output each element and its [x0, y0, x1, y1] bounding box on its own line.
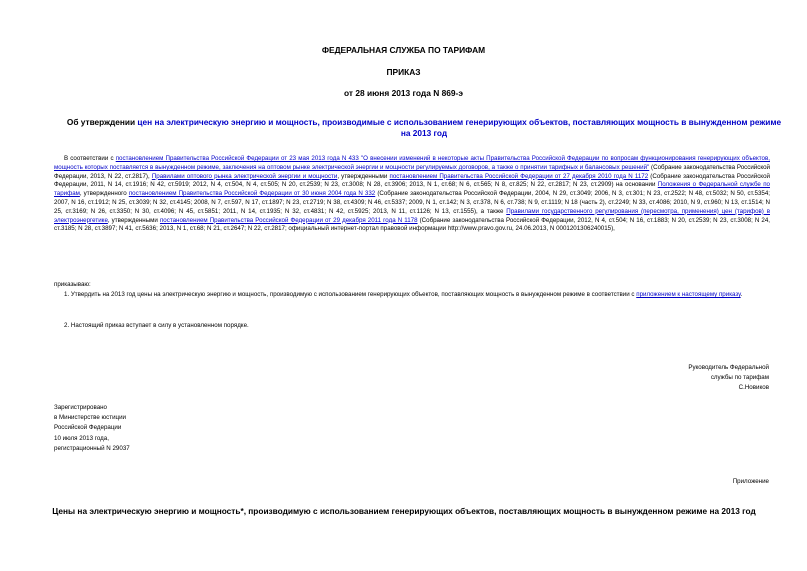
preamble-text: , утвержденными [107, 216, 160, 224]
preamble-text: , утвержденного [79, 190, 129, 198]
order-word: приказываю: [54, 281, 91, 288]
preamble-paragraph [54, 155, 770, 234]
signature-name: С.Новиков [738, 384, 769, 391]
preamble-text: (Собрание законодательства Российской Федерации, 2012, N 4, ст.504; N 16, ст.1883; N 20, ст.2539; N 23, ст.3008; N 24, ст.3185; N 28, ст.3897; N 41, ст.5636; 2013, N 1, ст.68; N 21, ст.2647; N 22, ст.2817; официальный интернет-портал правовой информации http://www.pravo.gov.ru, 24.06.2013, N 0001201306240015), [54, 216, 770, 233]
link-decree-1172[interactable]: постановлением Правительства Российской Федерации от 27 декабря 2010 года N 1172 [389, 172, 649, 180]
link-appendix[interactable]: приложением к настоящему приказу [636, 291, 741, 298]
link-decree-1178[interactable]: постановлением Правительства Российской Федерации от 29 декабря 2011 года N 1178 [159, 216, 418, 224]
link-fst-regulation[interactable]: Положения о Федеральной службе по тарифам [54, 181, 770, 198]
preamble-text: , утвержденными [337, 172, 390, 180]
registration-line-3: Российской Федерации [54, 424, 122, 432]
title-link[interactable]: цен на электрическую энергию и мощность, производимые с использованием генерирующих объектов, поставляющих мощность в вынужденном режиме на 2013 год [137, 117, 782, 138]
title-prefix: Об утверждении [66, 117, 138, 127]
link-decree-433[interactable]: постановлением Правительства Российской Федерации от 23 мая 2013 года N 433 "О внесении изменений в некоторые акты Правительства Российской Федерации по вопросам функционирования генерирующих объектов, мощность которых поставляется в вынужденном режиме, заключения на оптовом рынке электрической энергии и мощности регулируемых договоров, а также о принятии тарифных и балансовых решений" [54, 155, 770, 171]
agency-heading: ФЕДЕРАЛЬНАЯ СЛУЖБА ПО ТАРИФАМ [321, 45, 486, 55]
item1-end: . [740, 291, 743, 298]
link-wholesale-market-rules[interactable]: Правилами оптового рынка электрической энергии и мощности [151, 172, 338, 180]
registration-line-4: 10 июля 2013 года, [54, 434, 109, 442]
link-decree-332[interactable]: постановлением Правительства Российской Федерации от 30 июня 2004 года N 332 [128, 190, 376, 198]
order-item-1 [54, 291, 770, 300]
registration-line-1: Зарегистрировано [54, 404, 107, 411]
signature-block [560, 363, 769, 393]
registration-line-2: в Министерстве юстиции [54, 414, 127, 422]
order-item-2: 2. Настоящий приказ вступает в силу в установленном порядке. [64, 322, 249, 329]
document-title [64, 117, 784, 139]
preamble-text: В соответствии с [64, 155, 116, 162]
preamble-text: (Собрание законодательства Российской Федерации, 2013, N 22, ст.2817), [54, 163, 770, 180]
document-type: ПРИКАЗ [386, 67, 421, 77]
signature-line-2: службы по тарифам [710, 374, 769, 381]
appendix-title: Цены на электрическую энергию и мощность*, производимую с использованием генерирующих объектов, поставляющих мощность в вынужденном режиме на 2013 год [52, 506, 756, 516]
registration-block [54, 403, 130, 454]
link-price-regulation-rules[interactable]: Правилами государственного регулирования (пересмотра, применения) цен (тарифов) в электроэнергетике [54, 207, 770, 224]
appendix-label: Приложение [732, 478, 769, 485]
registration-line-5: регистрационный N 29037 [54, 444, 130, 452]
preamble-text: (Собрание законодательства Российской Федерации, 2004, N 29, ст.3049; 2006, N 3, ст.301; N 23, ст.2522; N 48, ст.5032; N 50, ст.5354; 2007, N 16, ст.1912; N 25, ст.3039; N 32, ст.4145; 2008, N 7, ст.597, N 17, ст.1897; N 23, ст.2719; N 38, ст.4309; N 46, ст.5337; 2009, N 1, ст.142; N 3, ст.378, N 6, ст.738; N 9, ст.1119; N 18 (часть 2), ст.2249; N 33, ст.4086; 2010, N 9, ст.960; N 13, ст.1514; N 25, ст.3169; N 26, ст.3350; N 30, ст.4096; N 45, ст.5851; 2011, N 14, ст.1935; N 32, ст.4831; N 42, ст.5925; 2013, N 11, ст.1126; N 13, ст.1555), а также [54, 190, 770, 215]
preamble-text: (Собрание законодательства Российской Федерации, 2011, N 14, ст.1916; N 42, ст.5919; 2012, N 4, ст.504, N 4, ст.505; N 20, ст.2539; N 23, ст.3008; N 28, ст.3906; 2013, N 1, ст.68; N 6, ст.565; N 8, ст.825; N 22, ст.2817; N 23, ст.2909) на основании [54, 172, 770, 189]
signature-line-1: Руководитель Федеральной [688, 364, 769, 371]
item1-text: 1. Утвердить на 2013 год цены на электрическую энергию и мощность, производимую с использованием генерирующих объектов, поставляющих мощность в вынужденном режиме в соответствии с [64, 291, 637, 298]
document-date-number: от 28 июня 2013 года N 869-э [344, 88, 463, 98]
